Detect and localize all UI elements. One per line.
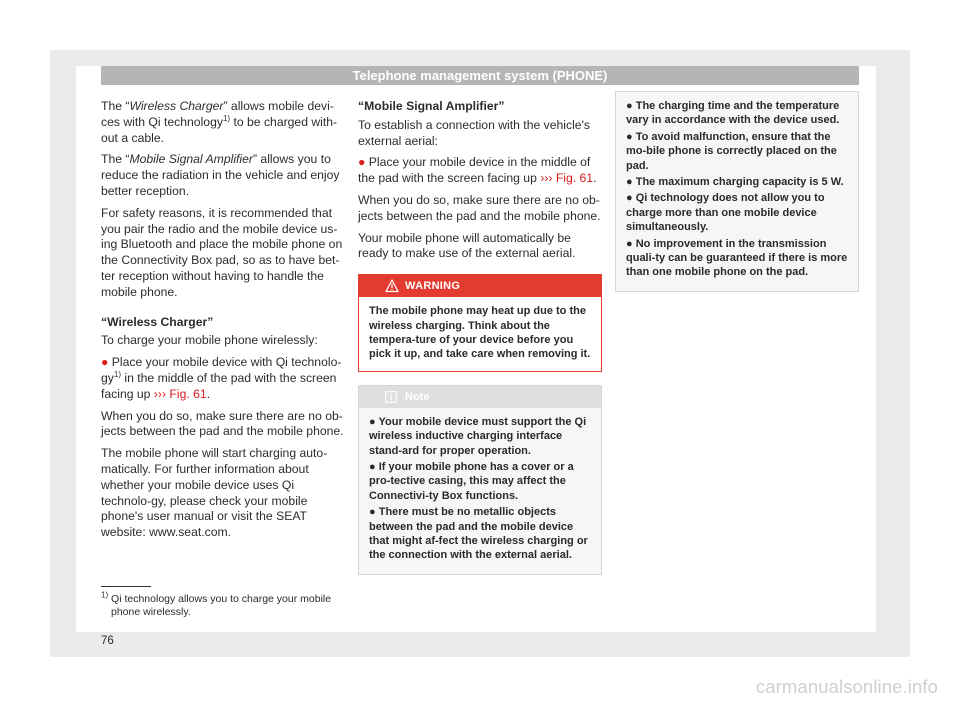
bullet-icon: ● (626, 192, 633, 205)
note-box (358, 385, 602, 575)
note-continuation-box (615, 91, 859, 292)
warning-box (358, 274, 602, 372)
footnote: $^{1)}$ Qi technology allows you to charge your mobile phone wirelessly. (101, 590, 332, 618)
figure-link[interactable]: ››› Fig. 61 (540, 171, 594, 186)
paragraph-no-objects: When you do so, make sure there are no ob-jects between the pad and the mobile phone. (101, 408, 344, 439)
note-item: ● Qi technology does not allow you to charge more than one mobile device simultaneously. (626, 192, 825, 234)
paragraph-amplifier-intro: The “Mobile Signal Amplifier” allows you to reduce the radiation in the vehicle and enjoy better reception. (101, 152, 340, 198)
warning-triangle-icon (385, 279, 399, 293)
bullet-icon: ● (369, 506, 376, 519)
paragraph-auto-charging: The mobile phone will start charging auto-matically. For further information about whether your mobile device uses Qi technolo-gy, please check your mobile phone's user manual or visit the SEAT website: www.seat.com. (101, 446, 328, 540)
note-icon (385, 391, 397, 403)
bullet-icon: ● (626, 130, 633, 143)
note-item: ● Your mobile device must support the Qi wireless inductive charging interface stand-ard for proper operation. (369, 415, 587, 457)
heading-mobile-signal-amplifier: “Mobile Signal Amplifier” (358, 99, 505, 113)
bullet-icon: ● (358, 155, 366, 170)
note-item: ● If your mobile phone has a cover or a pro-tective casing, this may affect the Connectivi-ty Box functions. (369, 461, 574, 502)
warning-text: The mobile phone may heat up due to the wireless charging. Think about the tempera-ture of your device before you pick it up, and take care when removing it. (369, 305, 591, 361)
note-item: ● The maximum charging capacity is 5 W. (626, 176, 844, 189)
page-number: 76 (101, 635, 114, 647)
warning-title: WARNING (405, 280, 461, 293)
note-item: ● The charging time and the temperature vary in accordance with the device used. (626, 100, 840, 127)
column-2 (358, 99, 602, 575)
column-3 (615, 99, 859, 292)
bullet-icon: ● (626, 176, 633, 189)
warning-header (359, 275, 601, 297)
heading-wireless-charger: “Wireless Charger” (101, 314, 214, 329)
note-item: ● There must be no metallic objects between the pad and the mobile device that might af-fect the wireless charging or the connection with the external aerial. (369, 506, 588, 562)
footnote-mark: 1) (101, 590, 109, 600)
bullet-icon: ● (626, 100, 633, 112)
bullet-icon: ● (101, 355, 109, 370)
footnote-divider (101, 586, 151, 587)
paragraph-charge-instructions: To charge your mobile phone wirelessly: (101, 333, 318, 348)
note-content (359, 408, 601, 574)
paragraph-wireless-charger-intro: The “Wireless Charger” allows mobile devi-ces with Qi technology$^{1)}$ to be charged with-out a cable. (101, 99, 338, 145)
bullet-item: ● Place your mobile device in the middle of the pad with the screen facing up ››› Fig. 61. (358, 155, 597, 186)
bullet-item: ● Place your mobile device with Qi technolo-$gy^{1)}$ in the middle of the pad with the screen facing up ››› Fig. 61. (101, 355, 342, 401)
paragraph-no-objects: When you do so, make sure there are no ob-jects between the pad and the mobile phone. (358, 192, 601, 223)
paragraph-aerial-ready: Your mobile phone will automatically be ready to make use of the external aerial. (358, 230, 576, 261)
note-continuation-content (616, 92, 858, 291)
figure-link[interactable]: ››› Fig. 61 (153, 386, 207, 401)
bullet-icon: ● (626, 237, 633, 250)
note-header (359, 386, 601, 408)
footnote-ref: 1) (113, 369, 121, 379)
footnote-ref: 1) (222, 113, 231, 123)
note-item: ● No improvement in the transmission quali-ty can be guaranteed if there is more than one mobile phone on the pad. (626, 237, 848, 279)
paragraph-connection: To establish a connection with the vehicle's external aerial: (358, 117, 590, 148)
section-header: Telephone management system (PHONE) (101, 66, 859, 85)
bullet-icon: ● (369, 415, 376, 428)
note-title: Note (405, 390, 430, 403)
note-item: ● To avoid malfunction, ensure that the mo-bile phone is correctly placed on the pad. (626, 130, 837, 172)
bullet-icon: ● (369, 461, 376, 474)
paragraph-safety: For safety reasons, it is recommended that you pair the radio and the mobile device us-ing Bluetooth and place the mobile phone on the Connectivity Box pad, so as to have bet-ter reception without having to handle the mobile phone. (101, 205, 343, 299)
column-1 (101, 99, 345, 547)
watermark: carmanualsonline.info (755, 676, 938, 697)
